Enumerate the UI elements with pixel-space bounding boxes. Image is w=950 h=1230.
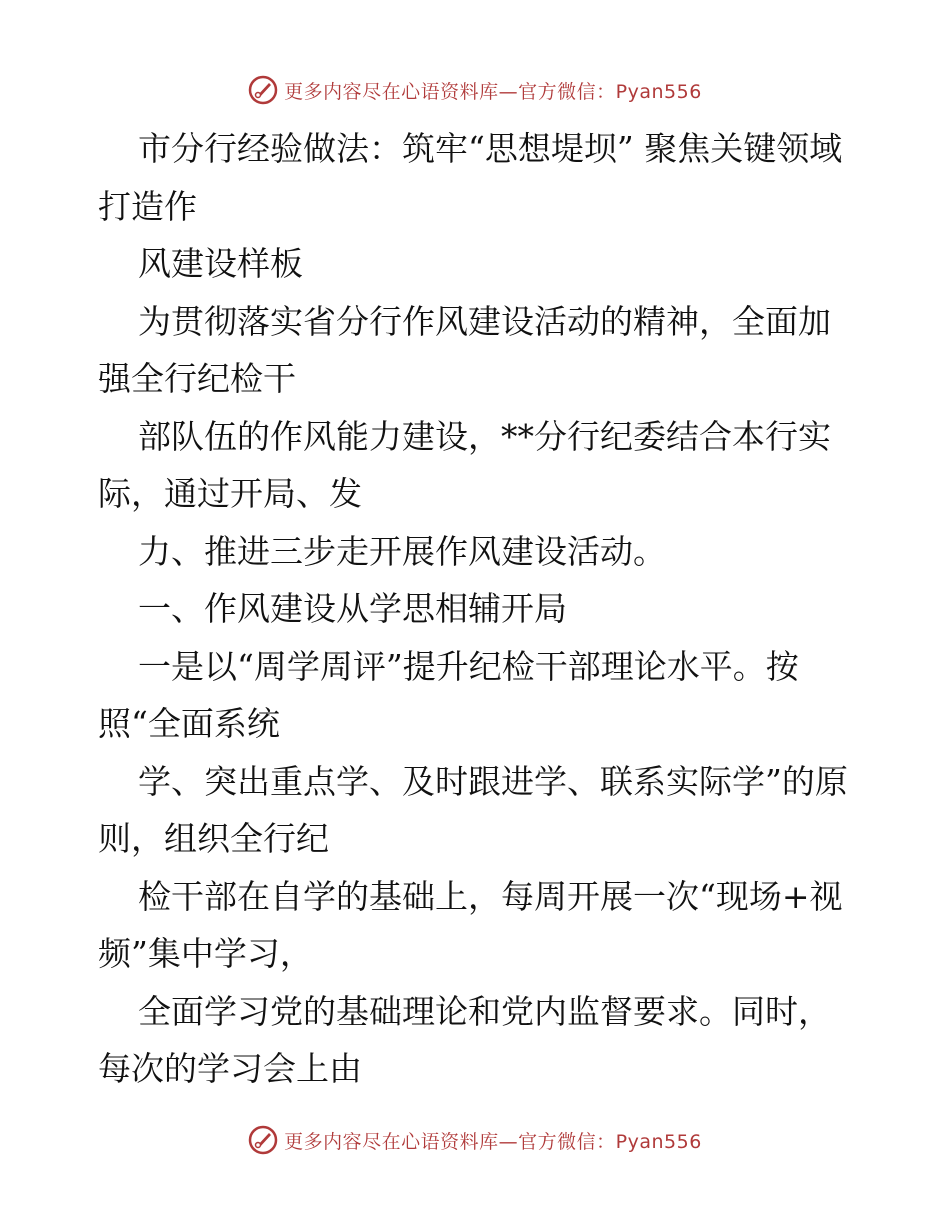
header-banner [0, 70, 950, 110]
paragraph-point-1-cont: 学、突出重点学、及时跟进学、联系实际学”的原则，组织全行纪 [98, 761, 848, 858]
paragraph-point-1-cont3: 全面学习党的基础理论和党内监督要求。同时，每次的学习会上由 [98, 991, 831, 1088]
quill-seal-icon [248, 1125, 278, 1155]
paragraph-intro-cont: 部队伍的作风能力建设，**分行纪委结合本行实际，通过开局、发 [98, 416, 831, 513]
header-banner-text: 更多内容尽在心语资料库—官方微信：Pyan556 [284, 80, 702, 103]
paragraph-intro-end: 力、推进三步走开展作风建设活动。 [138, 531, 666, 571]
paragraph-title-cont: 风建设样板 [138, 244, 303, 283]
paragraph-intro: 为贯彻落实省分行作风建设活动的精神，全面加强全行纪检干 [98, 301, 831, 398]
footer-banner-text: 更多内容尽在心语资料库—官方微信：Pyan556 [284, 1130, 702, 1153]
quill-seal-icon [248, 75, 278, 105]
paragraph-point-1: 一是以“周学周评”提升纪检干部理论水平。按照“全面系统 [98, 646, 799, 743]
document-body [98, 120, 858, 1098]
footer-banner [0, 1120, 950, 1160]
section-heading-1: 一、作风建设从学思相辅开局 [138, 589, 567, 628]
paragraph-title: 市分行经验做法：筑牢“思想堤坝” 聚焦关键领域 打造作 [98, 129, 853, 226]
paragraph-point-1-cont2: 检干部在自学的基础上，每周开展一次“现场+视频”集中学习， [98, 876, 843, 973]
